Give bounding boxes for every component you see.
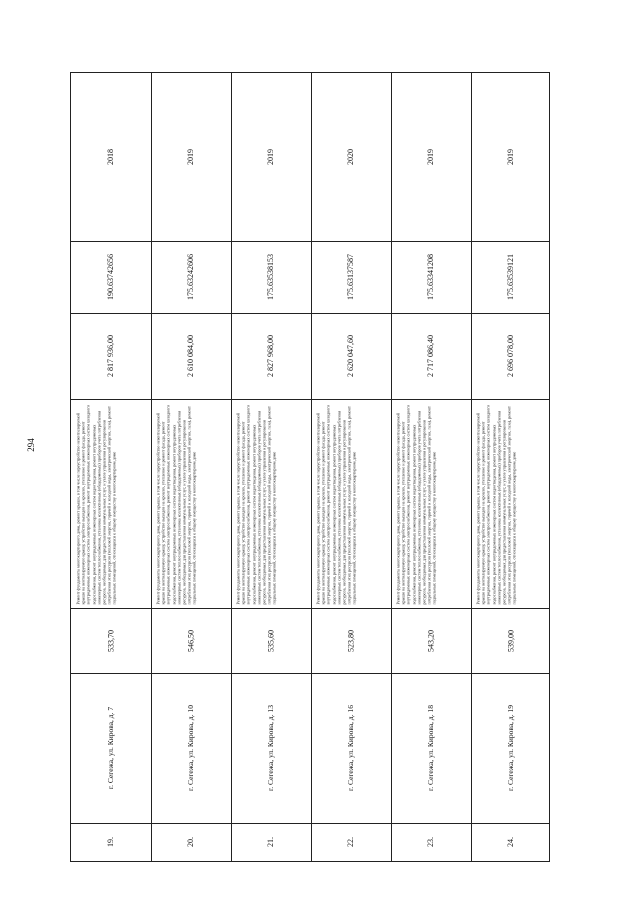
column-divider bbox=[71, 823, 549, 824]
row-6-year: 2019 bbox=[506, 149, 515, 165]
row-6-code: 175.63539121 bbox=[506, 254, 515, 300]
row-5-year: 2019 bbox=[426, 149, 435, 165]
row-4-area: 523,80 bbox=[346, 629, 355, 652]
row-6-works: Ремонт фундамента многоквартирного дома, ремонт крыши, в том числе переустройство невентилируемой крыши на вентилируемую крышу, устройство выходов на кровлю, утепление и ремонт фасада, ремонт внутридомовых инженерных систем электроснабжения, ремонт внутридомовых инженерных систем холодного водоснабжения, ремонт внутридомовых инженерных систем водоотведения, ремонт внутридомовых инженерных систем теплоснабжения, установка коллективных (общедомовых) приборов учета потребления ресурсов, необходимых для предоставления коммунальных услуг, и узлов управления и регулирования потребления этих ресурсов (тепловой энергии, горячей и холодной воды, электрической энергии, газа), ремонт подвальных помещений, относящихся к общему имуществу в многоквартирном доме bbox=[475, 404, 517, 604]
row-divider bbox=[231, 73, 232, 861]
row-1-cost: 2 817 936,00 bbox=[106, 335, 115, 377]
row-divider bbox=[151, 73, 152, 861]
row-1-num: 19. bbox=[106, 837, 115, 847]
row-5-works: Ремонт фундамента многоквартирного дома, ремонт крыши, в том числе переустройство невентилируемой крыши на вентилируемую крышу, устройство выходов на кровлю, утепление и ремонт фасада, ремонт внутридомовых инженерных систем электроснабжения, ремонт внутридомовых инженерных систем холодного водоснабжения, ремонт внутридомовых инженерных систем водоотведения, ремонт внутридомовых инженерных систем теплоснабжения, установка коллективных (общедомовых) приборов учета потребления ресурсов, необходимых для предоставления коммунальных услуг, и узлов управления и регулирования потребления этих ресурсов (тепловой энергии, горячей и холодной воды, электрической энергии, газа), ремонт подвальных помещений, относящихся к общему имуществу в многоквартирном доме bbox=[395, 404, 437, 604]
row-divider bbox=[471, 73, 472, 861]
row-6-address: г. Сегежа, ул. Кирова, д. 19 bbox=[506, 705, 515, 791]
row-5-area: 543,20 bbox=[426, 629, 435, 652]
row-divider bbox=[391, 73, 392, 861]
column-divider bbox=[71, 241, 549, 242]
row-1-address: г. Сегежа, ул. Кирова, д. 7 bbox=[106, 706, 115, 790]
column-divider bbox=[71, 673, 549, 674]
works-table bbox=[70, 72, 550, 862]
row-3-code: 175.63538153 bbox=[266, 254, 275, 300]
page-number: 294 bbox=[25, 438, 36, 452]
row-2-area: 546,50 bbox=[186, 629, 195, 652]
row-4-address: г. Сегежа, ул. Кирова, д. 16 bbox=[346, 705, 355, 791]
row-5-num: 23. bbox=[426, 837, 435, 847]
row-6-cost: 2 696 078,00 bbox=[506, 335, 515, 377]
column-divider bbox=[71, 399, 549, 400]
row-2-num: 20. bbox=[186, 837, 195, 847]
row-3-year: 2019 bbox=[266, 149, 275, 165]
row-2-year: 2019 bbox=[186, 149, 195, 165]
row-3-works: Ремонт фундамента многоквартирного дома, ремонт крыши, в том числе переустройство невентилируемой крыши на вентилируемую крышу, устройство выходов на кровлю, утепление и ремонт фасада, ремонт внутридомовых инженерных систем электроснабжения, ремонт внутридомовых инженерных систем холодного водоснабжения, ремонт внутридомовых инженерных систем водоотведения, ремонт внутридомовых инженерных систем теплоснабжения, установка коллективных (общедомовых) приборов учета потребления ресурсов, необходимых для предоставления коммунальных услуг, и узлов управления и регулирования потребления этих ресурсов (тепловой энергии, горячей и холодной воды, электрической энергии, газа), ремонт подвальных помещений, относящихся к общему имуществу в многоквартирном доме bbox=[235, 404, 277, 604]
column-divider bbox=[71, 608, 549, 609]
row-3-address: г. Сегежа, ул. Кирова, д. 13 bbox=[266, 705, 275, 791]
row-5-cost: 2 717 086,40 bbox=[426, 335, 435, 377]
row-6-area: 539,00 bbox=[506, 629, 515, 652]
row-divider bbox=[311, 73, 312, 861]
row-4-year: 2020 bbox=[346, 149, 355, 165]
row-4-code: 175.63137587 bbox=[346, 254, 355, 300]
row-5-code: 175.63341208 bbox=[426, 254, 435, 300]
row-3-num: 21. bbox=[266, 837, 275, 847]
row-3-cost: 2 827 968,00 bbox=[266, 335, 275, 377]
row-1-year: 2018 bbox=[106, 149, 115, 165]
row-2-address: г. Сегежа, ул. Кирова, д. 10 bbox=[186, 705, 195, 791]
row-4-works: Ремонт фундамента многоквартирного дома, ремонт крыши, в том числе переустройство невентилируемой крыши на вентилируемую крышу, устройство выходов на кровлю, утепление и ремонт фасада, ремонт внутридомовых инженерных систем электроснабжения, ремонт внутридомовых инженерных систем холодного водоснабжения, ремонт внутридомовых инженерных систем водоотведения, ремонт внутридомовых инженерных систем теплоснабжения, установка коллективных (общедомовых) приборов учета потребления ресурсов, необходимых для предоставления коммунальных услуг, и узлов управления и регулирования потребления этих ресурсов (тепловой энергии, горячей и холодной воды, электрической энергии, газа), ремонт подвальных помещений, относящихся к общему имуществу в многоквартирном доме bbox=[315, 404, 357, 604]
row-4-cost: 2 620 047,60 bbox=[346, 335, 355, 377]
row-2-works: Ремонт фундамента многоквартирного дома, ремонт крыши, в том числе переустройство невентилируемой крыши на вентилируемую крышу, устройство выходов на кровлю, утепление и ремонт фасада, ремонт внутридомовых инженерных систем электроснабжения, ремонт внутридомовых инженерных систем холодного водоснабжения, ремонт внутридомовых инженерных систем водоотведения, ремонт внутридомовых инженерных систем теплоснабжения, установка коллективных (общедомовых) приборов учета потребления ресурсов, необходимых для предоставления коммунальных услуг, и узлов управления и регулирования потребления этих ресурсов (тепловой энергии, горячей и холодной воды, электрической энергии, газа), ремонт подвальных помещений, относящихся к общему имуществу в многоквартирном доме bbox=[155, 404, 197, 604]
row-2-cost: 2 610 084,00 bbox=[186, 335, 195, 377]
row-1-works: Ремонт фундамента многоквартирного дома, ремонт крыши, в том числе переустройство невентилируемой крыши на вентилируемую крышу, устройство выходов на кровлю, утепление и ремонт фасада, ремонт внутридомовых инженерных систем электроснабжения, ремонт внутридомовых инженерных систем холодного водоснабжения, ремонт внутридомовых инженерных систем водоотведения, ремонт внутридомовых инженерных систем теплоснабжения, установка коллективных (общедомовых) приборов учета потребления ресурсов, необходимых для предоставления коммунальных услуг, и узлов управления и регулирования потребления этих ресурсов (тепловой энергии, горячей и холодной воды, электрической энергии, газа), ремонт подвальных помещений, относящихся к общему имуществу в многоквартирном доме bbox=[75, 404, 117, 604]
row-1-area: 533,70 bbox=[106, 629, 115, 652]
row-1-code: 190.63742656 bbox=[106, 254, 115, 300]
row-5-address: г. Сегежа, ул. Кирова, д. 18 bbox=[426, 705, 435, 791]
row-6-num: 24. bbox=[506, 837, 515, 847]
row-4-num: 22. bbox=[346, 837, 355, 847]
row-3-area: 535,60 bbox=[266, 629, 275, 652]
column-divider bbox=[71, 313, 549, 314]
row-2-code: 175.63242606 bbox=[186, 254, 195, 300]
